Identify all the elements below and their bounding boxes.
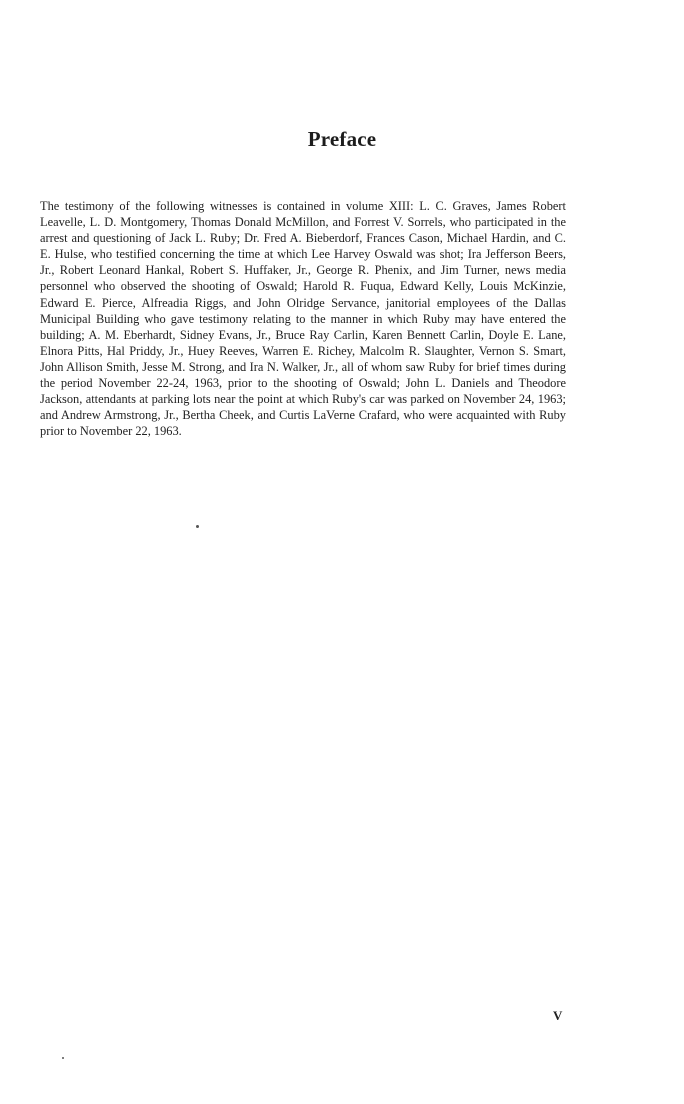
- scan-speck: [196, 525, 199, 528]
- scan-speck: [62, 1057, 64, 1059]
- page-number: V: [553, 1008, 563, 1023]
- preface-paragraph: The testimony of the following witnesses is contained in volume XIII: L. C. Graves, James Robert Leavelle, L. D. Montgomery, Thomas Donald McMillon, and Forrest V. Sorrels, who participated in the arrest and questioning of Jack L. Ruby; Dr. Fred A. Bieberdorf, Frances Cason, Michael Hardin, and C. E. Hulse, who testified concerning the time at which Lee Harvey Oswald was shot; Ira Jefferson Beers, Jr., Robert Leonard Hankal, Robert S. Huffaker, Jr., George R. Phenix, and Jim Turner, news media personnel who observed the shooting of Oswald; Harold R. Fuqua, Edward Kelly, Louis McKinzie, Edward E. Pierce, Alfreadia Riggs, and John Olridge Servance, janitorial employees of the Dallas Municipal Building who gave testimony relating to the manner in which Ruby may have entered the building; A. M. Eberhardt, Sidney Evans, Jr., Bruce Ray Carlin, Karen Bennett Carlin, Doyle E. Lane, Elnora Pitts, Hal Priddy, Jr., Huey Reeves, Warren E. Richey, Malcolm R. Slaughter, Vernon S. Smart, John Allison Smith, Jesse M. Strong, and Ira N. Walker, Jr., all of whom saw Ruby for brief times during the period November 22-24, 1963, prior to the shooting of Oswald; John L. Daniels and Theodore Jackson, attendants at parking lots near the point at which Ruby's car was parked on November 24, 1963; and Andrew Armstrong, Jr., Bertha Cheek, and Curtis LaVerne Crafard, who were acquainted with Ruby prior to November 22, 1963.: [40, 199, 566, 439]
- page-title: Preface: [307, 127, 377, 151]
